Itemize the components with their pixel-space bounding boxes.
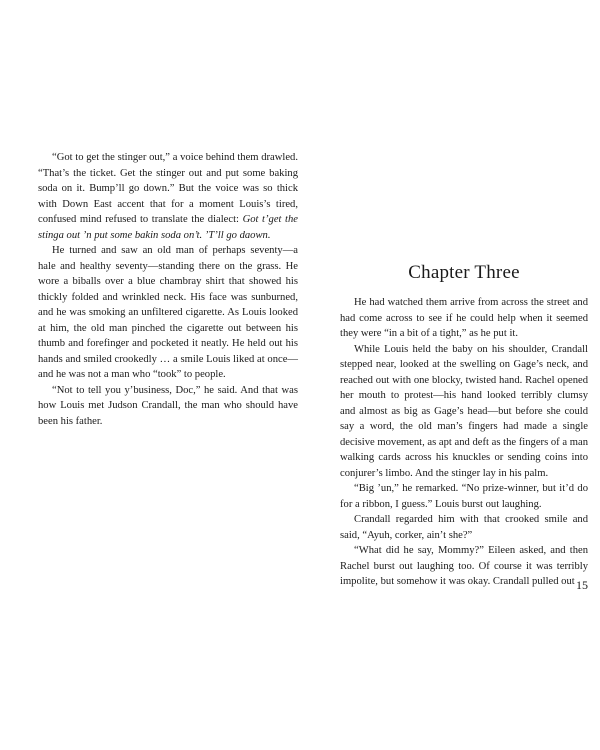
left-page xyxy=(38,0,298,750)
left-page-text xyxy=(38,150,298,429)
left-paragraph-2: He turned and saw an old man of perhaps seventy—a hale and healthy seventy—standing there on the grass. He wore a biballs over a blue chambray shirt that showed his thickly folded and wrinkled neck. His face was sunburned, and he was smoking an unfiltered cigarette. As Louis looked at him, the old man pinched the cigarette out between his thumb and forefinger and pocketed it neatly. He held out his hands and smiled crookedly … a smile Louis liked at once—and he was not a man who “took” to people. xyxy=(38,245,298,380)
right-paragraph-3: “Big ’un,” he remarked. “No prize-winner, but it’d do for a ribbon, I guess.” Louis burst out laughing. xyxy=(340,483,588,510)
dialect-italic-text: Got t’get the stinga out ’n put some bakin soda on’t. ’T’ll go daown. xyxy=(38,214,299,241)
page-number: 15 xyxy=(576,578,588,592)
right-paragraph-2: While Louis held the baby on his shoulder, Crandall stepped near, looked at the swelling on Gage’s neck, and reached out with one blocky, twisted hand. Rachel opened her mouth to protest—his hand looked terribly clumsy and almost as big as Gage’s head—but before she could say a word, the old man’s fingers had made a single decisive movement, as apt and deft as the fingers of a man walking cards across his knuckles or sending coins into conjurer’s limbo. And the stinger lay in his palm. xyxy=(340,343,588,479)
left-paragraph-3: “Not to tell you y’business, Doc,” he said. And that was how Louis met Judson Crandall, the man who should have been his father. xyxy=(38,384,298,427)
right-paragraph-4: Crandall regarded him with that crooked smile and said, “Ayuh, corker, ain’t she?” xyxy=(340,514,588,541)
right-paragraph-5: “What did he say, Mommy?” Eileen asked, and then Rachel burst out laughing too. Of course it was terribly impolite, but somehow it was okay. Crandall pulled out xyxy=(340,545,588,587)
left-paragraph-1 xyxy=(38,150,298,243)
right-paragraph-1: He had watched them arrive from across the street and had come across to see if he could help when it seemed they were “in a bit of a tight,” as he put it. xyxy=(340,297,588,339)
right-page xyxy=(340,0,588,750)
left-paragraph-1-text: “Got to get the stinger out,” a voice behind them drawled. “That’s the ticket. Get the stinger out and put some baking soda on it. Bump’ll go down.” But the voice was so thick with Down East accent that for a moment Louis’s tired, confused mind refused to translate the dialect: xyxy=(38,152,298,225)
chapter-title: Chapter Three xyxy=(408,262,520,283)
right-page-text xyxy=(340,295,588,590)
